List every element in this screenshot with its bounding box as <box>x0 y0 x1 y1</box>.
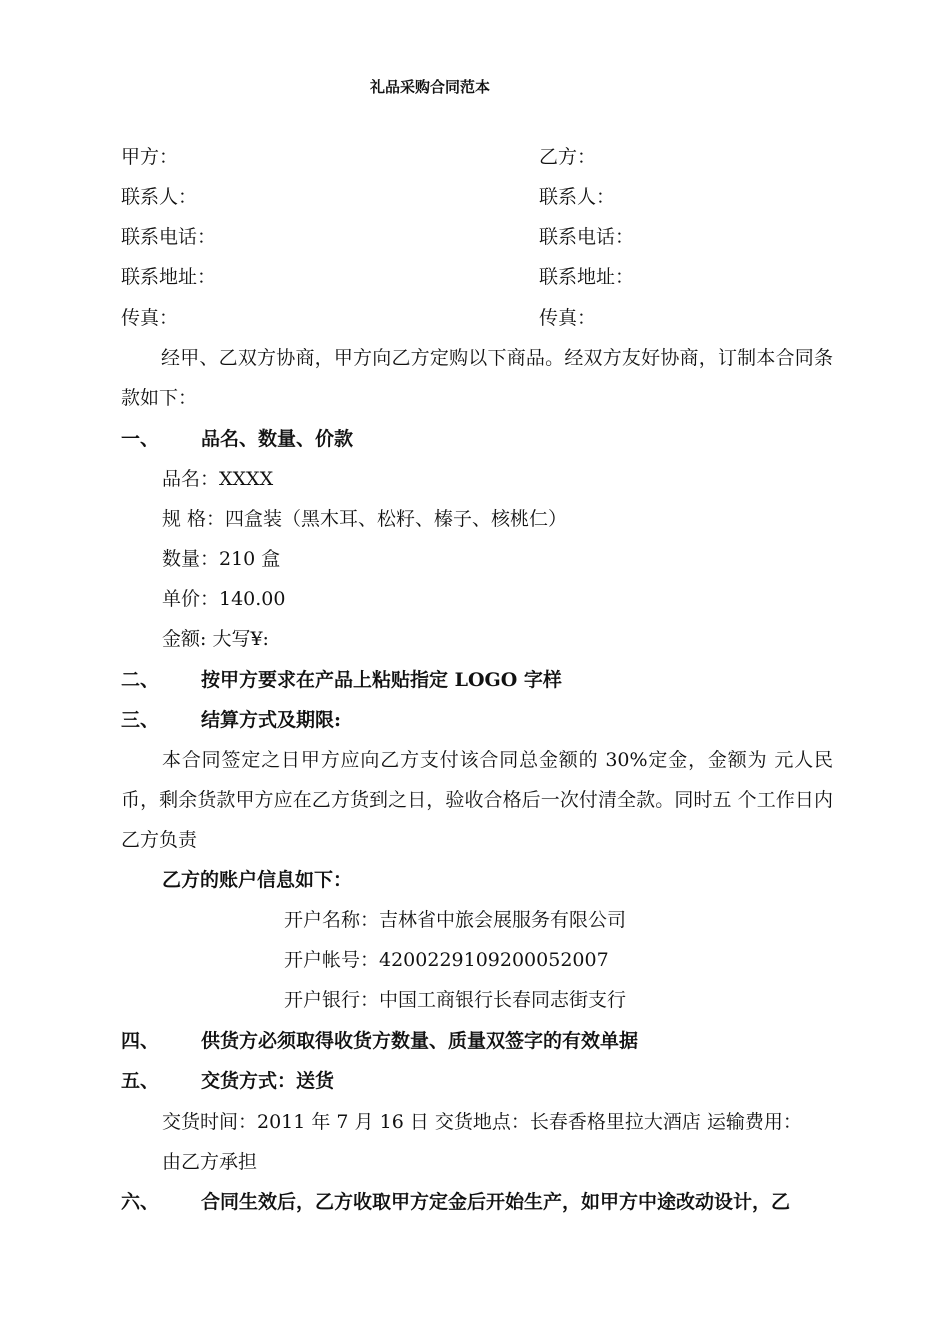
contact-a-label: 联系人： <box>121 186 198 208</box>
address-a-label: 联系地址： <box>121 266 217 288</box>
product-quantity: 数量：210 盒 <box>162 548 281 570</box>
section-6-heading: 合同生效后，乙方收取甲方定金后开始生产，如甲方中途改动设计，乙 <box>201 1191 791 1213</box>
delivery-details-line-1: 交货时间：2011 年 7 月 16 日 交货地点：长春香格里拉大酒店 运输费用： <box>162 1111 802 1133</box>
address-b-label: 联系地址： <box>539 266 635 288</box>
party-b-label: 乙方： <box>539 146 597 168</box>
section-2-heading: 按甲方要求在产品上粘贴指定 LOGO 字样 <box>201 669 562 691</box>
phone-a-label: 联系电话： <box>121 226 217 248</box>
section-3-number: 三、 <box>121 709 160 731</box>
party-a-label: 甲方： <box>121 146 179 168</box>
phone-b-label: 联系电话： <box>539 226 635 248</box>
account-info-heading: 乙方的账户信息如下： <box>162 869 353 891</box>
intro-paragraph: 经甲、乙双方协商，甲方向乙方定购以下商品。经双方友好协商，订制本合同条款如下： <box>121 347 833 409</box>
fax-b-label: 传真： <box>539 307 597 329</box>
product-amount: 金额: 大写¥: <box>162 628 269 650</box>
section-1-heading: 品名、数量、价款 <box>201 428 354 450</box>
section-6-number: 六、 <box>121 1191 160 1213</box>
settlement-paragraph: 本合同签定之日甲方应向乙方支付该合同总金额的 30%定金，金额为 元人民币，剩余货款甲方应在乙方货到之日，验收合格后一次付清全款。同时五 个工作日内乙方负责 <box>121 749 833 851</box>
product-unit-price: 单价：140.00 <box>162 588 286 610</box>
product-spec: 规 格：四盒装（黑木耳、松籽、榛子、核桃仁） <box>162 508 568 530</box>
section-2-number: 二、 <box>121 669 160 691</box>
document-title: 礼品采购合同范本 <box>369 78 490 96</box>
account-bank: 开户银行：中国工商银行长春同志街支行 <box>284 989 627 1011</box>
delivery-details-line-2: 由乙方承担 <box>162 1151 258 1173</box>
section-5-number: 五、 <box>121 1070 160 1092</box>
section-3-heading: 结算方式及期限: <box>201 709 342 731</box>
section-1-number: 一、 <box>121 428 160 450</box>
product-name: 品名：XXXX <box>162 468 274 490</box>
account-number: 开户帐号：4200229109200052007 <box>284 949 609 971</box>
section-5-heading: 交货方式：送货 <box>201 1070 335 1092</box>
section-4-heading: 供货方必须取得收货方数量、质量双签字的有效单据 <box>201 1030 639 1052</box>
fax-a-label: 传真： <box>121 307 179 329</box>
contact-b-label: 联系人： <box>539 186 616 208</box>
section-4-number: 四、 <box>121 1030 160 1052</box>
account-name: 开户名称：吉林省中旅会展服务有限公司 <box>284 909 627 931</box>
